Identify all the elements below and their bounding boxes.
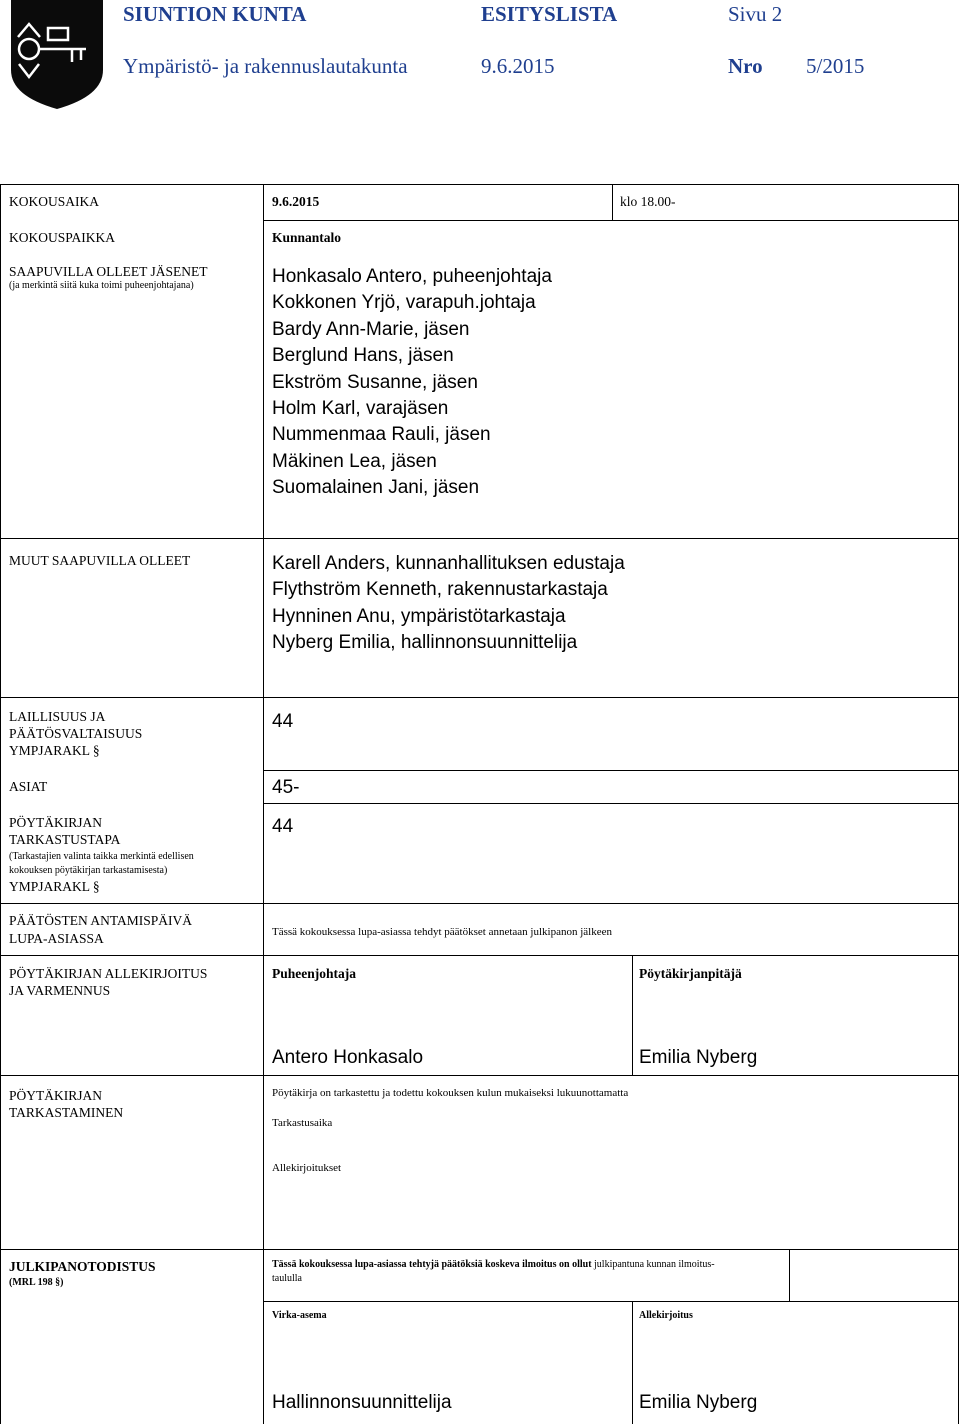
legality-value: 44 [272, 711, 294, 732]
legality-label-3: YMPJARAKL § [9, 743, 100, 758]
matters-label: ASIAT [9, 779, 48, 794]
review-label-3: YMPJARAKL § [9, 879, 100, 894]
list-item: Nyberg Emilia, hallinnonsuunnittelija [272, 632, 578, 654]
members-list [272, 264, 552, 502]
list-item: Karell Anders, kunnanhallituksen edustaja [272, 553, 625, 574]
review-label-1: PÖYTÄKIRJAN [9, 815, 103, 830]
signature-label-1: PÖYTÄKIRJAN ALLEKIRJOITUS [9, 966, 208, 981]
review-value: 44 [272, 816, 294, 837]
list-item: Suomalainen Jani, jäsen [272, 477, 480, 499]
signature-label-2: JA VARMENNUS [9, 983, 111, 998]
notice-text-continued: taululla [272, 1273, 302, 1284]
check-text: Pöytäkirja on tarkastettu ja todettu kokouksen kulun mukaiseksi lukuunottamatta [272, 1087, 629, 1099]
notice-sublabel: (MRL 198 §) [9, 1277, 64, 1288]
list-item: Mäkinen Lea, jäsen [272, 450, 437, 472]
others-label: MUUT SAAPUVILLA OLLEET [9, 553, 191, 568]
list-item: Holm Karl, varajäsen [272, 398, 449, 420]
check-signatures-label: Allekirjoitukset [272, 1162, 342, 1174]
legality-label-2: PÄÄTÖSVALTAISUUS [9, 726, 143, 741]
header-date: 9.6.2015 [481, 54, 555, 78]
decision-label-2: LUPA-ASIASSA [9, 931, 104, 946]
municipality-crest [10, 0, 104, 110]
decision-label-1: PÄÄTÖSTEN ANTAMISPÄIVÄ [9, 913, 193, 928]
meeting-time-label: KOKOUSAIKA [9, 194, 99, 209]
notice-text [272, 1258, 715, 1272]
review-label-2: TARKASTUSTAPA [9, 832, 121, 847]
notice-text-bold: Tässä kokouksessa lupa-asiassa tehtyjä päätöksiä koskeva ilmoitus on ollut [272, 1259, 592, 1270]
meeting-place: Kunnantalo [272, 230, 342, 245]
position-value: Hallinnonsuunnittelija [272, 1392, 452, 1413]
list-item: Nummenmaa Rauli, jäsen [272, 424, 491, 446]
signed-value: Emilia Nyberg [639, 1392, 758, 1413]
check-label-2: TARKASTAMINEN [9, 1105, 124, 1120]
check-time-label: Tarkastusaika [272, 1117, 333, 1129]
list-item: Berglund Hans, jäsen [272, 345, 454, 367]
matters-value: 45- [272, 777, 300, 798]
meeting-place-label: KOKOUSPAIKKA [9, 230, 116, 245]
members-label: SAAPUVILLA OLLEET JÄSENET [9, 264, 208, 279]
secretary-label: Pöytäkirjanpitäjä [639, 966, 742, 981]
list-item: Ekström Susanne, jäsen [272, 371, 478, 393]
nro-value: 5/2015 [806, 54, 865, 78]
members-sublabel: (ja merkintä siitä kuka toimi puheenjohtajana) [9, 280, 194, 291]
list-item: Hynninen Anu, ympäristötarkastaja [272, 605, 566, 627]
check-label-1: PÖYTÄKIRJAN [9, 1088, 103, 1103]
notice-text-rest: julkipantuna kunnan ilmoitus- [591, 1259, 715, 1270]
list-item: Kokkonen Yrjö, varapuh.johtaja [272, 292, 536, 314]
chair-label: Puheenjohtaja [272, 966, 356, 981]
chair-name: Antero Honkasalo [272, 1047, 424, 1068]
document-type: ESITYSLISTA [481, 2, 618, 26]
nro-label: Nro [728, 54, 763, 78]
meeting-date: 9.6.2015 [272, 194, 320, 209]
notice-label: JULKIPANOTODISTUS [9, 1259, 156, 1274]
legality-label-1: LAILLISUUS JA [9, 709, 106, 724]
list-item: Bardy Ann-Marie, jäsen [272, 318, 470, 340]
meeting-clock: klo 18.00- [620, 194, 676, 209]
list-item: Flythström Kenneth, rakennustarkastaja [272, 579, 608, 601]
municipality-name: SIUNTION KUNTA [123, 2, 307, 26]
signed-label: Allekirjoitus [639, 1310, 693, 1321]
secretary-name: Emilia Nyberg [639, 1047, 758, 1068]
others-list [272, 551, 625, 657]
review-sublabel-1: (Tarkastajien valinta taikka merkintä edellisen [9, 851, 194, 862]
page-number: Sivu 2 [728, 2, 783, 26]
review-sublabel-2: kokouksen pöytäkirjan tarkastamisesta) [9, 865, 168, 876]
position-label: Virka-asema [272, 1310, 327, 1321]
decision-value: Tässä kokouksessa lupa-asiassa tehdyt päätökset annetaan julkipanon jälkeen [272, 926, 612, 938]
list-item: Honkasalo Antero, puheenjohtaja [272, 266, 552, 287]
board-name: Ympäristö- ja rakennuslautakunta [123, 54, 408, 78]
